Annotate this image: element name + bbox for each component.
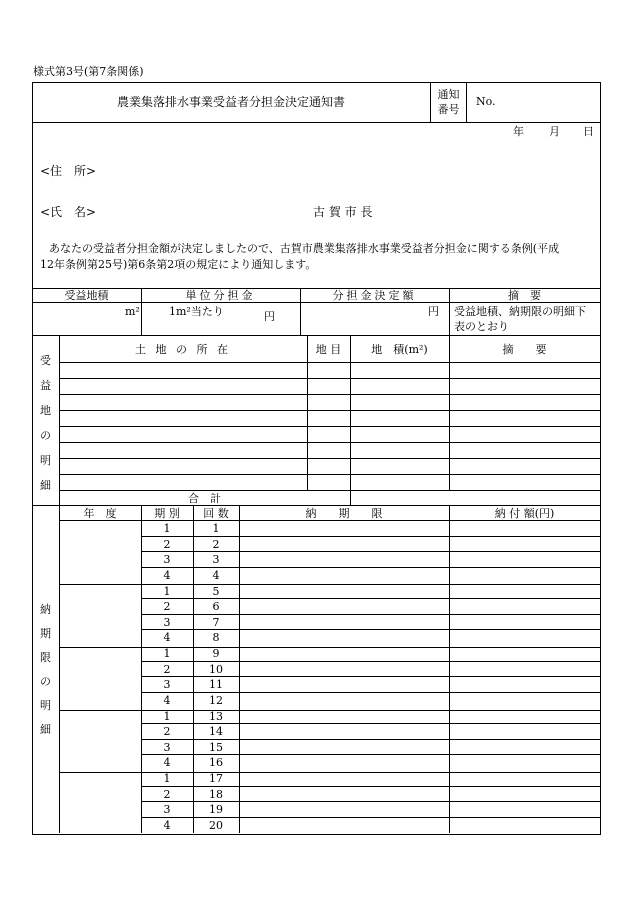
payment-period: 1: [163, 647, 171, 660]
payment-count: 1: [212, 522, 220, 535]
address-label: <住 所>: [40, 164, 97, 178]
body-text-line-2: 12年条例第25号)第6条第2項の規定により通知します。: [40, 258, 317, 271]
header-unit-charge: 単位分担金: [185, 289, 256, 302]
payment-count: 16: [209, 756, 223, 769]
pay-side-label-3: 限: [40, 651, 51, 664]
payment-count: 15: [209, 741, 223, 754]
pay-side-label-6: 細: [40, 723, 51, 736]
date-month: 月: [549, 125, 560, 138]
payment-period: 2: [163, 788, 171, 801]
payment-period: 2: [163, 725, 171, 738]
land-total-label: 合 計: [188, 492, 221, 505]
payment-period: 2: [163, 600, 171, 613]
unit-price-prefix: 1m²当たり: [169, 305, 224, 318]
land-side-label-4: の: [40, 429, 51, 442]
header-due-date: 納 期 限: [305, 507, 383, 520]
unit-price-yen: 円: [264, 310, 275, 323]
body-text-line-1: あなたの受益者分担金額が決定しましたので、古賀市農業集落排水事業受益者分担金に関する条例(平成: [49, 242, 560, 255]
payment-period: 1: [163, 772, 171, 785]
pay-side-label-4: の: [40, 675, 51, 688]
pay-side-label-2: 期: [40, 627, 51, 640]
payment-count: 7: [212, 616, 220, 629]
header-benefit-area: 受益地積: [64, 289, 109, 302]
header-payment-amount: 納 付 額(円): [494, 507, 555, 520]
decided-amount-yen: 円: [428, 305, 439, 318]
payment-count: 13: [209, 710, 223, 723]
payment-period: 1: [163, 585, 171, 598]
payment-count: 5: [212, 585, 220, 598]
date-year: 年: [513, 125, 524, 138]
issuer-name: 古 賀 市 長: [313, 205, 373, 219]
pay-side-label-1: 納: [40, 603, 51, 616]
payment-period: 3: [163, 678, 171, 691]
payment-period: 4: [163, 631, 171, 644]
form-label: 様式第3号(第7条関係): [33, 65, 144, 78]
header-fiscal-year: 年 度: [83, 507, 117, 520]
payment-period: 3: [163, 803, 171, 816]
payment-period: 1: [163, 710, 171, 723]
payment-period: 4: [163, 819, 171, 832]
notice-number-prefix: No.: [476, 95, 496, 108]
summary-remarks-line-2: 表のとおり: [454, 320, 509, 333]
payment-period: 2: [163, 663, 171, 676]
payment-count: 10: [209, 663, 223, 676]
payment-count: 14: [209, 725, 223, 738]
date-day: 日: [583, 125, 594, 138]
name-label: <氏 名>: [40, 205, 97, 219]
header-land-remarks: 摘 要: [502, 343, 547, 356]
payment-period: 3: [163, 553, 171, 566]
payment-period: 1: [163, 522, 171, 535]
notice-number-label-2: 番号: [437, 103, 460, 116]
land-side-label-1: 受: [40, 354, 51, 367]
payment-count: 17: [209, 772, 223, 785]
payment-count: 11: [209, 678, 223, 691]
area-unit: m²: [125, 305, 140, 318]
notice-number-label-1: 通知: [437, 88, 460, 101]
pay-side-label-5: 明: [40, 699, 51, 712]
header-period: 期 別: [154, 507, 180, 520]
payment-period: 4: [163, 569, 171, 582]
header-land-area: 地 積(m²): [371, 343, 428, 356]
payment-count: 12: [209, 694, 223, 707]
payment-count: 9: [212, 647, 220, 660]
payment-period: 3: [163, 741, 171, 754]
document-title: 農業集落排水事業受益者分担金決定通知書: [116, 95, 345, 109]
land-side-label-2: 益: [40, 379, 51, 392]
payment-period: 2: [163, 538, 171, 551]
payment-count: 20: [209, 819, 223, 832]
payment-period: 3: [163, 616, 171, 629]
header-land-location: 土 地 の 所 在: [135, 343, 231, 356]
header-decided-amount: 分担金決定額: [332, 289, 417, 302]
land-side-label-5: 明: [40, 454, 51, 467]
header-count: 回 数: [203, 507, 229, 520]
payment-period: 4: [163, 756, 171, 769]
payment-count: 4: [212, 569, 220, 582]
payment-count: 2: [212, 538, 220, 551]
summary-remarks-line-1: 受益地積、納期限の明細下: [454, 305, 586, 318]
header-remarks: 摘 要: [508, 289, 541, 302]
header-land-category: 地 目: [315, 343, 342, 356]
land-side-label-3: 地: [40, 404, 51, 417]
payment-count: 18: [209, 788, 223, 801]
payment-count: 3: [212, 553, 220, 566]
payment-period: 4: [163, 694, 171, 707]
land-side-label-6: 細: [40, 479, 51, 492]
payment-count: 8: [212, 631, 220, 644]
payment-count: 19: [209, 803, 223, 816]
payment-count: 6: [212, 600, 220, 613]
